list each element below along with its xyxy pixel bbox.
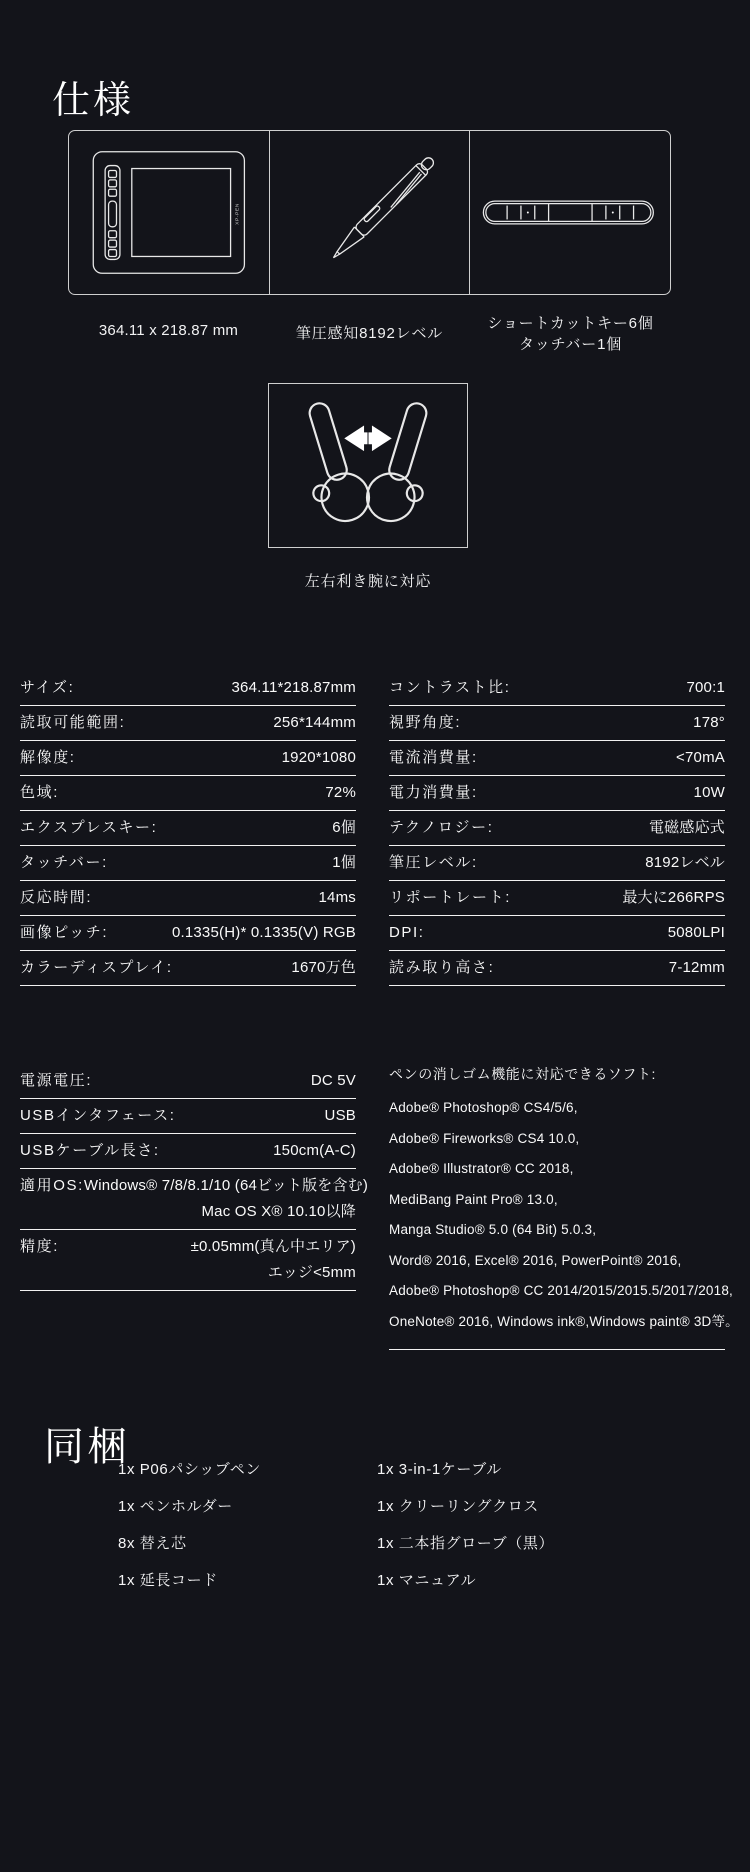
spec-row: [20, 1134, 356, 1169]
included-item: 1x マニュアル: [377, 1572, 477, 1589]
spec-table1-left: [20, 671, 356, 986]
spec-row: [389, 951, 725, 986]
spec-row: [20, 776, 356, 811]
software-line: Adobe® Fireworks® CS4 10.0,: [389, 1130, 580, 1146]
gallery-cell-shortcut-bar: [469, 131, 670, 294]
spec-value: Windows® 7/8/8.1/10 (64ビット版を含む): [83, 1177, 369, 1194]
spec-row: [20, 741, 356, 776]
gallery-cell-tablet: [69, 131, 269, 294]
spec-row: [389, 881, 725, 916]
spec-value: 0.1335(H)* 0.1335(V) RGB: [171, 924, 356, 941]
swap-right-arrow-icon: [368, 425, 391, 451]
caption-shortcut-line2: タッチバー1個: [518, 336, 623, 353]
spec-value: 14ms: [318, 889, 356, 906]
spec-row: [389, 776, 725, 811]
spec-label: 画像ピッチ:: [20, 924, 109, 941]
spec-label: DPI:: [389, 924, 425, 941]
spec-row: [389, 846, 725, 881]
spec-value: USB: [324, 1107, 356, 1124]
spec-row: [389, 916, 725, 951]
included-item: 1x 二本指グローブ（黒）: [377, 1535, 555, 1552]
software-header: ペンの消しゴム機能に対応できるソフト:: [389, 1066, 657, 1082]
spec-value: 最大に266RPS: [622, 889, 725, 906]
spec-row: [20, 846, 356, 881]
included-item: 1x ペンホルダー: [118, 1498, 233, 1515]
spec-label: カラーディスプレイ:: [20, 959, 173, 976]
spec-row: [20, 881, 356, 916]
shortcut-bar-outline-icon: [470, 131, 670, 294]
spec-label: USBインタフェース:: [20, 1107, 176, 1124]
included-item: 1x 3-in-1ケーブル: [377, 1461, 502, 1478]
spec-value: DC 5V: [310, 1072, 356, 1089]
spec-row: [389, 811, 725, 846]
spec-label: リポートレート:: [389, 889, 511, 906]
left-right-hands-icon: [269, 384, 467, 547]
spec-label: コントラスト比:: [389, 679, 511, 696]
included-section-title: 同梱: [44, 1425, 130, 1470]
spec-value: Mac OS X® 10.10以降: [201, 1203, 356, 1220]
caption-shortcut-line1: ショートカットキー6個: [487, 315, 654, 332]
spec-label: 読み取り高さ:: [389, 959, 495, 976]
software-block: [389, 1064, 739, 1350]
spec-value: 1670万色: [291, 959, 356, 976]
spec-row: [20, 1099, 356, 1134]
software-line: Adobe® Illustrator® CC 2018,: [389, 1161, 574, 1176]
spec-value: 8192レベル: [645, 854, 725, 871]
caption-tablet-size: 364.11 x 218.87 mm: [98, 322, 239, 339]
spec-value: 7-12mm: [668, 959, 725, 976]
spec-label: 電流消費量:: [389, 749, 478, 766]
spec-label: 適用OS:: [20, 1177, 84, 1194]
spec-value: 1個: [332, 854, 356, 871]
spec-value: 72%: [325, 784, 356, 801]
spec-label: 電源電圧:: [20, 1072, 93, 1089]
included-item: 1x P06パシッブペン: [118, 1461, 261, 1478]
included-item: 8x 替え芯: [118, 1535, 187, 1552]
spec-row: [20, 951, 356, 986]
spec-value: ±0.05mm(真ん中エリア): [190, 1238, 356, 1255]
spec-label: タッチバー:: [20, 854, 108, 871]
spec-row: [20, 916, 356, 951]
spec-section-title: 仕様: [52, 80, 135, 123]
caption-pen-pressure: 筆圧感知8192レベル: [295, 325, 444, 342]
tablet-outline-icon: [69, 131, 269, 294]
spec-table2-left: [20, 1064, 369, 1291]
spec-row: [20, 671, 356, 706]
swap-left-arrow-icon: [344, 425, 367, 451]
spec-value: 364.11*218.87mm: [231, 679, 356, 696]
spec-row: [389, 741, 725, 776]
spec-value: 10W: [693, 784, 725, 801]
spec-value: 700:1: [686, 679, 725, 696]
software-line: OneNote® 2016, Windows ink®,Windows paint® 3D等。: [389, 1313, 739, 1329]
caption-shortcut-keys: [470, 313, 671, 355]
spec-value: 178°: [693, 714, 725, 731]
stylus-outline-icon: [270, 131, 470, 294]
spec-label: 解像度:: [20, 749, 76, 766]
spec-label: 読取可能範囲:: [20, 714, 126, 731]
spec-row: [389, 671, 725, 706]
spec-row: [20, 706, 356, 741]
included-item: 1x クリーリングクロス: [377, 1498, 539, 1515]
gallery-cell-pen: [269, 131, 470, 294]
spec-row: [20, 1169, 369, 1230]
tablet-logo-text: XP-PEN: [235, 202, 241, 225]
software-list: [389, 1093, 739, 1337]
spec-row: [20, 1064, 356, 1099]
software-line: Adobe® Photoshop® CC 2014/2015/2015.5/2017/2018,: [389, 1283, 734, 1298]
spec-value: 5080LPI: [667, 924, 725, 941]
spec-label: 視野角度:: [389, 714, 462, 731]
spec-label: エクスプレスキー:: [20, 819, 158, 836]
software-line: Adobe® Photoshop® CS4/5/6,: [389, 1100, 578, 1115]
spec-value: 1920*1080: [281, 749, 356, 766]
spec-value: 150cm(A-C): [273, 1142, 356, 1159]
spec-label: 精度:: [20, 1238, 59, 1255]
spec-value: 256*144mm: [273, 714, 356, 731]
software-line: Word® 2016, Excel® 2016, PowerPoint® 2016,: [389, 1252, 682, 1268]
spec-value: <70mA: [676, 749, 725, 766]
spec-row: [20, 811, 356, 846]
software-line: MediBang Paint Pro® 13.0,: [389, 1191, 558, 1207]
spec-row: [389, 706, 725, 741]
feature-gallery: [68, 130, 671, 295]
included-item: 1x 延長コード: [118, 1572, 218, 1589]
spec-value: エッジ<5mm: [267, 1264, 356, 1281]
spec-label: 反応時間:: [20, 889, 93, 906]
caption-handedness: 左右利き腕に対応: [304, 573, 432, 590]
handedness-box: [268, 383, 468, 548]
spec-label: 電力消費量:: [389, 784, 478, 801]
spec-label: テクノロジー:: [389, 819, 494, 836]
spec-label: 筆圧レベル:: [389, 854, 478, 871]
included-list-right: [377, 1462, 554, 1610]
spec-label: USBケーブル長さ:: [20, 1142, 160, 1159]
spec-row: [20, 1230, 356, 1291]
spec-label: サイズ:: [20, 679, 75, 696]
spec-value: 6個: [332, 819, 356, 836]
included-list-left: [118, 1462, 261, 1610]
software-line: Manga Studio® 5.0 (64 Bit) 5.0.3,: [389, 1222, 597, 1237]
spec-label: 色域:: [20, 784, 59, 801]
spec-table1-right: [389, 671, 725, 986]
spec-value: 電磁感応式: [648, 819, 725, 836]
